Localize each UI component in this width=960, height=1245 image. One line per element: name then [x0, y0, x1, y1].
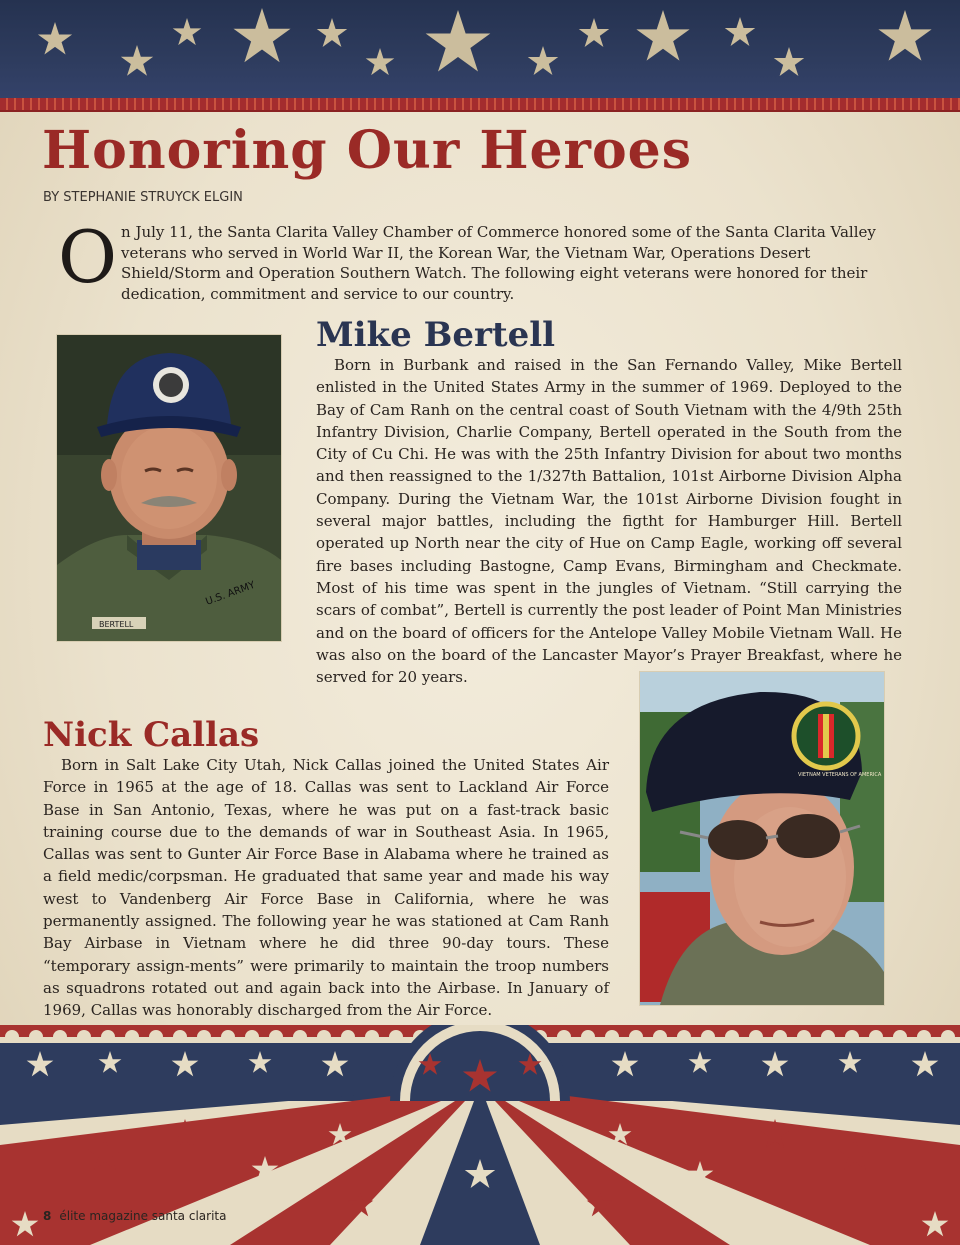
page-footer: [43, 1209, 226, 1223]
intro-text: n July 11, the Santa Clarita Valley Chamber of Commerce honored some of the Santa Clarita Valley veterans who served in World War II, the Korean War, the Vietnam War, Operations Desert Shield/Storm and Operation Southern Watch. The following eight veterans were honored for their dedication, commitment and service to our country.: [121, 223, 876, 303]
portrait-veteran-beret: [640, 672, 884, 1005]
army-tape-text: U.S. ARMY: [204, 579, 257, 608]
veteran-name-mike-bertell: Mike Bertell: [316, 315, 556, 355]
publication-name: élite magazine santa clarita: [59, 1209, 227, 1223]
top-star-banner: [0, 0, 960, 100]
intro-paragraph: [58, 215, 901, 304]
beret-patch-text: VIETNAM VETERANS OF AMERICA: [798, 772, 882, 778]
veteran-name-nick-callas: Nick Callas: [43, 715, 260, 755]
byline: BY STEPHANIE STRUYCK ELGIN: [43, 190, 243, 205]
top-trim-stripe: [0, 98, 960, 112]
portrait-soldier-cap: [57, 335, 281, 641]
nick-callas-photo: [639, 671, 885, 1006]
veteran-bio-mike-bertell: Born in Burbank and raised in the San Fernando Valley, Mike Bertell enlisted in the United States Army in the summer of 1969. Deployed to the Bay of Cam Ranh on the central coast of South Vietnam with the 4/9th 25th Infantry Division, Charlie Company, Bertell operated in the South from the City of Cu Chi. He was with the 25th Infantry Division for about two months and then reassigned to the 1/327th Battalion, 101st Airborne Division Alpha Company. During the Vietnam War, the 101st Airborne Division fought in several major battles, including the figtht for Hamburger Hill. Bertell operated up North near the city of Hue on Camp Eagle, working off several fire bases including Bastogne, Camp Evans, Birmingham and Checkmate. Most of his time was spent in the jungles of Vietnam. “Still carrying the scars of combat”, Bertell is currently the post leader of Point Man Ministries and on the board of officers for the Antelope Valley Mobile Vietnam Wall. He was also on the board of the Lancaster Mayor’s Prayer Breakfast, where he served for 20 years.: [316, 356, 902, 687]
mike-bertell-photo: [56, 334, 282, 642]
nametape-text: BERTELL: [99, 620, 134, 629]
page-number: 8: [43, 1209, 52, 1223]
drop-cap: O: [58, 215, 118, 299]
article-title: Honoring Our Heroes: [42, 120, 692, 181]
veteran-bio-nick-callas: Born in Salt Lake City Utah, Nick Callas joined the United States Air Force in 1965 at the age of 18. Callas was sent to Lackland Air Force Base in San Antonio, Texas, where he was put on a fast-track basic training course due to the demands of war in Southeast Asia. In 1965, Callas was sent to Gunter Air Force Base in Alabama where he trained as a field medic/corpsman. He graduated that same year and made his way west to Vandenberg Air Force Base in California, where he was permanently assigned. The following year he was stationed at Cam Ranh Bay Airbase in Vietnam where he did three 90-day tours. These “temporary assign-ments” were primarily to maintain the troop numbers as squadrons rotated out and again back into the Airbase. In January of 1969, Callas was honorably discharged from the Air Force.: [43, 756, 609, 1020]
banner-stars: [0, 0, 960, 100]
